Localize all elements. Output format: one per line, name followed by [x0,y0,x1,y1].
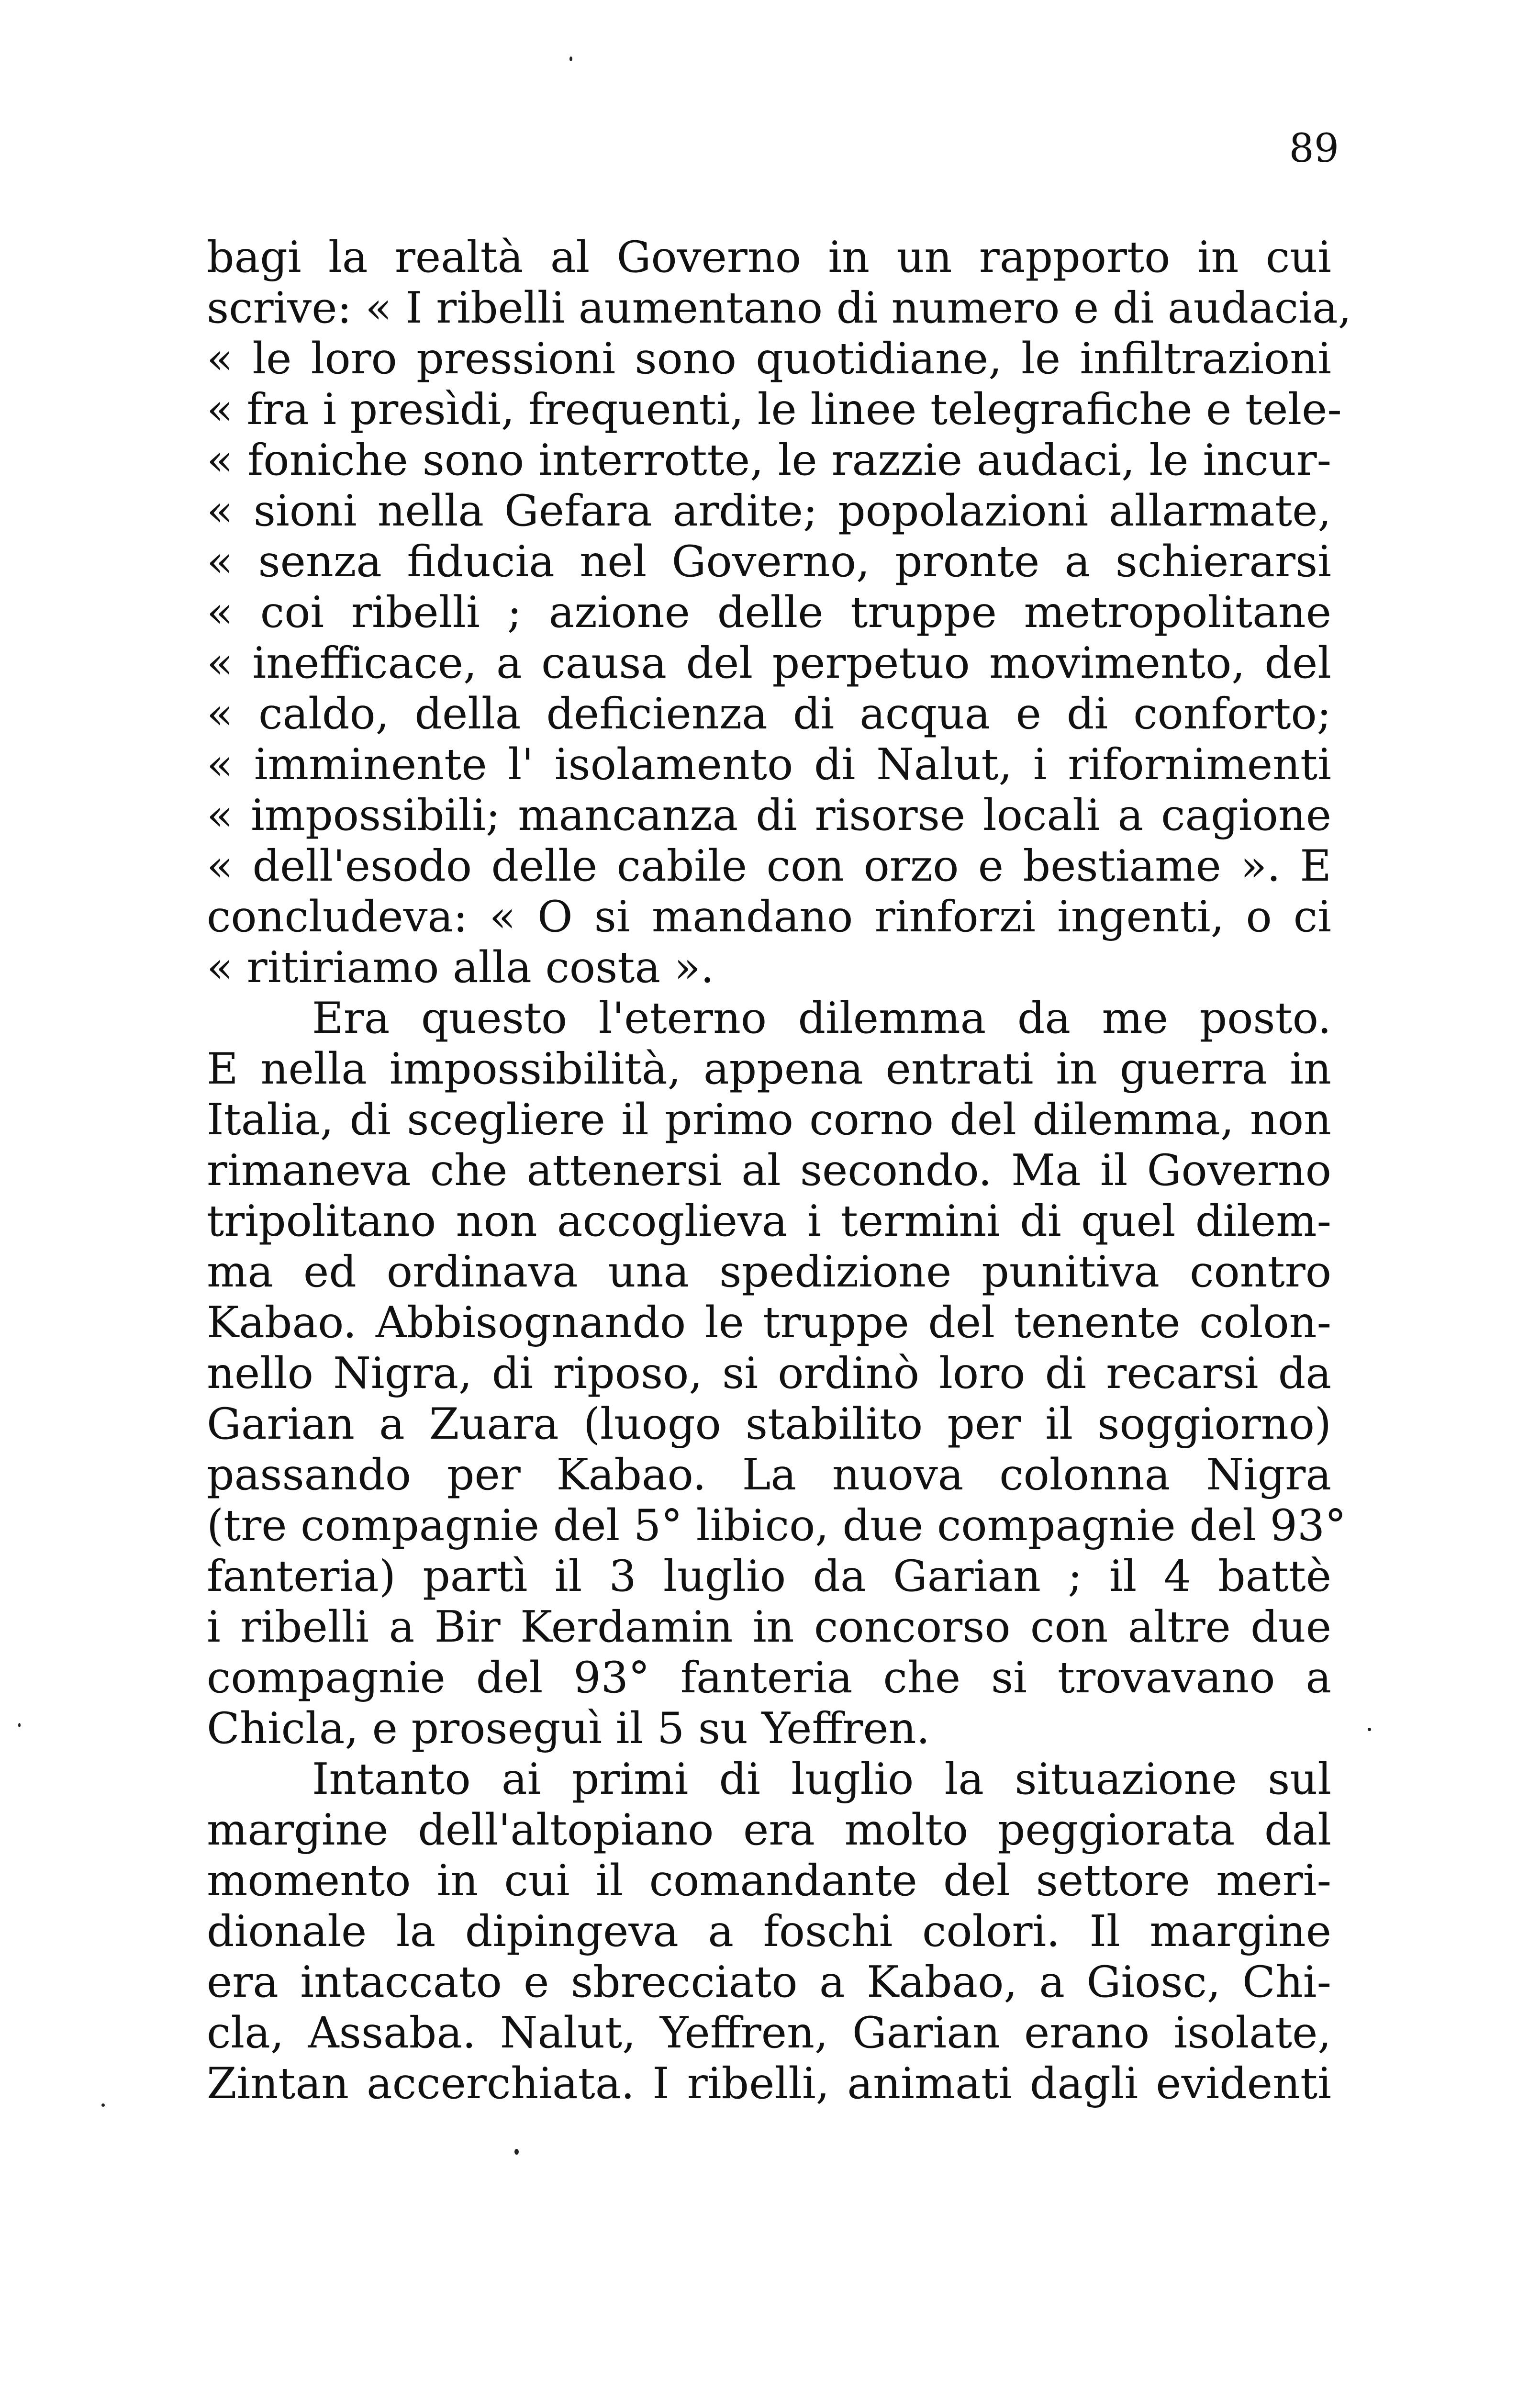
text-line: Zintan accerchiata. I ribelli, animati dagli evidenti [207,2058,1331,2109]
text-line: rimaneva che attenersi al secondo. Ma il Governo [207,1145,1331,1196]
text-line: « coi ribelli ; azione delle truppe metropolitane [207,587,1331,637]
text-line: « caldo, della deficienza di acqua e di conforto; [207,689,1331,739]
print-speck [514,2149,519,2155]
text-line: fanteria) partì il 3 luglio da Garian ; il 4 battè [207,1551,1331,1601]
text-line: Kabao. Abbisognando le truppe del tenente colon- [207,1297,1331,1348]
body-text [207,232,1352,2109]
text-line: Era questo l'eterno dilemma da me posto. [312,993,1331,1043]
text-line: era intaccato e sbrecciato a Kabao, a Giosc, Chi- [207,1957,1331,2007]
text-line: « ritiriamo alla costa ». [207,942,714,993]
text-line: concludeva: « O si mandano rinforzi ingenti, o ci [207,892,1331,942]
text-line: dionale la dipingeva a foschi colori. Il margine [207,1906,1331,1957]
print-speck [1368,1728,1371,1731]
text-line: « foniche sono interrotte, le razzie audaci, le incur- [207,435,1331,485]
text-line: i ribelli a Bir Kerdamin in concorso con altre due [207,1602,1331,1652]
text-line: « le loro pressioni sono quotidiane, le infiltrazioni [207,334,1331,384]
text-line: tripolitano non accoglieva i termini di quel dilem- [207,1196,1331,1246]
text-line: passando per Kabao. La nuova colonna Nigra [207,1450,1331,1500]
text-line: « inefficace, a causa del perpetuo movimento, del [207,638,1331,688]
text-line: cla, Assaba. Nalut, Yeffren, Garian erano isolate, [207,2008,1331,2058]
text-line: « sioni nella Gefara ardite; popolazioni allarmate, [207,486,1331,536]
text-line: scrive: « I ribelli aumentano di numero e di audacia, [207,283,1352,333]
text-line: nello Nigra, di riposo, si ordinò loro di recarsi da [207,1348,1331,1398]
text-line: « fra i presìdi, frequenti, le linee telegrafiche e tele- [207,384,1342,435]
text-line: « impossibili; mancanza di risorse locali a cagione [207,790,1331,840]
text-line: momento in cui il comandante del settore meri- [207,1856,1331,1906]
text-line: « dell'esodo delle cabile con orzo e bestiame ». E [207,841,1331,891]
text-line: « senza fiducia nel Governo, pronte a schierarsi [207,537,1331,587]
text-line: Garian a Zuara (luogo stabilito per il soggiorno) [207,1399,1331,1449]
print-speck [18,1723,21,1727]
text-line: ma ed ordinava una spedizione punitiva contro [207,1247,1331,1297]
page-number: 89 [1289,126,1339,171]
text-line: bagi la realtà al Governo in un rapporto in cui [207,232,1331,282]
text-line: Italia, di scegliere il primo corno del dilemma, non [207,1095,1331,1145]
text-line: E nella impossibilità, appena entrati in guerra in [207,1044,1331,1094]
text-line: margine dell'altopiano era molto peggiorata dal [207,1805,1331,1855]
text-line: « imminente l' isolamento di Nalut, i rifornimenti [207,739,1331,790]
text-line: (tre compagnie del 5° libico, due compagnie del 93° [207,1500,1347,1551]
print-speck [101,2103,105,2107]
text-line: compagnie del 93° fanteria che si trovavano a [207,1653,1331,1703]
text-line: Intanto ai primi di luglio la situazione sul [312,1754,1331,1804]
text-line: Chicla, e proseguì il 5 su Yeffren. [207,1703,930,1754]
print-speck [569,56,572,61]
